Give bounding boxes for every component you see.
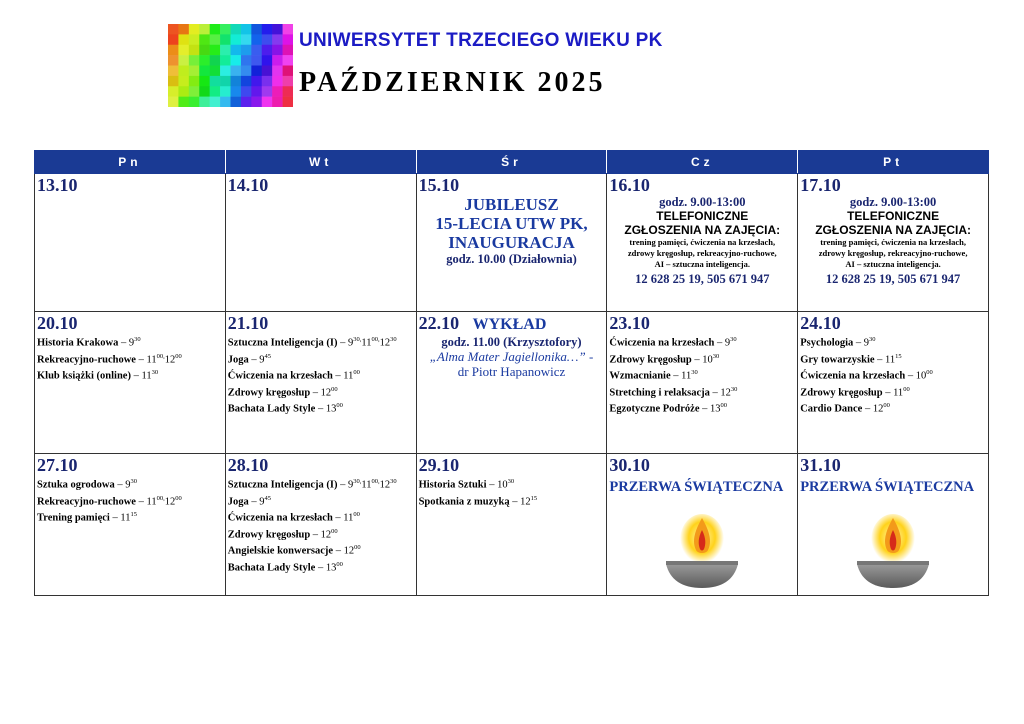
event-item: Zdrowy kręgosłup – $12^{00}$ (227, 527, 338, 540)
lecturer-name: dr Piotr Hapanowicz (457, 364, 566, 379)
day-date: 15.10 (418, 175, 460, 195)
day-date: 16.10 (609, 175, 650, 195)
logo-mosaic (168, 24, 293, 107)
event-item: Spotkania z muzyką – $12^{15}$ (418, 494, 538, 507)
day-cell (225, 174, 416, 312)
jubilee-line: JUBILEUSZ (464, 195, 559, 214)
phone-numbers: 12 628 25 19, 505 671 947 (825, 272, 961, 286)
day-cell (416, 312, 607, 454)
event-item: Angielskie konwersacje – $12^{00}$ (227, 544, 361, 557)
event-item: Cardio Dance – $12^{00}$ (800, 402, 890, 415)
day-cell (225, 312, 416, 454)
event-item: Ćwiczenia na krzesłach – $11^{00}$ (227, 369, 360, 382)
day-cell (798, 454, 989, 596)
day-date: 30.10 (609, 455, 650, 475)
registration-detail: zdrowy kręgosłup, rekreacyjno-ruchowe, (818, 248, 968, 258)
event-item: Historia Krakowa – $9^{30}$ (37, 336, 141, 349)
day-header-tue: Wt (225, 151, 416, 174)
day-date: 29.10 (418, 455, 460, 475)
day-cell (607, 312, 798, 454)
event-item: Sztuczna Inteligencja $(I) - 9^{30,}11^{00,}12^{30}$ (227, 478, 397, 491)
day-date: 24.10 (800, 313, 841, 333)
event-item: Bachata Lady Style – $13^{00}$ (227, 402, 343, 415)
day-cell (607, 174, 798, 312)
event-item: Bachata Lady Style – $13^{00}$ (227, 560, 343, 573)
day-date: 28.10 (227, 455, 269, 475)
day-date: 31.10 (800, 455, 841, 475)
event-item: Sztuczna Inteligencja $(I) - 9^{30,}11^{00,}12^{30}$ (227, 336, 397, 349)
event-item: Trening pamięci – $11^{15}$ (37, 511, 137, 524)
jubilee-line: INAUGURACJA (448, 233, 575, 252)
event-item: Stretching i relaksacja – $12^{30}$ (609, 385, 738, 398)
registration-line: ZGŁOSZENIA NA ZAJĘCIA: (624, 223, 781, 237)
candle-icon (855, 514, 931, 594)
event-item: Egzotyczne Podróże – $13^{00}$ (609, 402, 727, 415)
holiday-note: PRZERWA ŚWIĄTECZNA (609, 479, 784, 495)
day-cell (35, 454, 226, 596)
event-item: Zdrowy kręgosłup – $11^{00}$ (800, 385, 910, 398)
event-item: Ćwiczenia na krzesłach – $10^{00}$ (800, 369, 933, 382)
registration-detail: AI – sztuczna inteligencja. (654, 259, 750, 269)
event-item: Zdrowy kręgosłup – $10^{30}$ (609, 352, 720, 365)
day-date: 21.10 (227, 313, 269, 333)
event-item: Ćwiczenia na krzesłach – $9^{30}$ (609, 336, 737, 349)
event-hours: godz. 10.00 (Działownia) (446, 252, 577, 266)
day-date: 23.10 (609, 313, 650, 333)
event-item: Zdrowy kręgosłup – $12^{00}$ (227, 385, 338, 398)
calendar-table (34, 150, 989, 596)
event-item: Joga – $9^{45}$ (227, 494, 272, 507)
event-item: Rekreacyjno-ruchowe – $11^{00,}12^{00}$ (37, 352, 182, 365)
registration-line: ZGŁOSZENIA NA ZAJĘCIA: (815, 223, 971, 237)
event-item: Historia Sztuki – $10^{30}$ (418, 478, 515, 491)
registration-line: TELEFONICZNE (656, 209, 749, 223)
day-date: 14.10 (227, 175, 269, 195)
phone-numbers: 12 628 25 19, 505 671 947 (635, 272, 770, 286)
event-item: Rekreacyjno-ruchowe – $11^{00,}12^{00}$ (37, 494, 182, 507)
event-hours: godz. 9.00-13:00 (659, 195, 746, 209)
registration-line: TELEFONICZNE (847, 209, 940, 223)
page-title: PAŹDZIERNIK 2025 (299, 67, 606, 98)
jubilee-line: 15-LECIA UTW PK, (435, 214, 588, 233)
day-cell (416, 454, 607, 596)
event-item: Joga – $9^{45}$ (227, 352, 272, 365)
day-date: 27.10 (37, 455, 78, 475)
day-cell (35, 312, 226, 454)
day-header-thu: Cz (607, 151, 798, 174)
day-date: 13.10 (37, 175, 78, 195)
registration-detail: trening pamięci, ćwiczenia na krzesłach, (629, 237, 776, 247)
event-item: Sztuka ogrodowa – $9^{30}$ (37, 478, 137, 491)
day-cell (35, 174, 226, 312)
candle-icon (664, 514, 740, 594)
day-date: 17.10 (800, 175, 841, 195)
lecture-topic: „Alma Mater Jagiellonika…” - (429, 349, 594, 364)
registration-detail: AI – sztuczna inteligencja. (845, 259, 941, 269)
holiday-note: PRZERWA ŚWIĄTECZNA (800, 479, 975, 495)
day-header-wed: Śr (416, 151, 607, 174)
event-item: Wzmacnianie – $11^{30}$ (609, 369, 698, 382)
day-cell (416, 174, 607, 312)
event-item: Psychologia – $9^{30}$ (800, 336, 876, 349)
registration-detail: zdrowy kręgosłup, rekreacyjno-ruchowe, (627, 248, 777, 258)
event-item: Klub książki (online) – $11^{30}$ (37, 369, 159, 382)
day-cell (798, 312, 989, 454)
day-cell (607, 454, 798, 596)
day-cell (225, 454, 416, 596)
day-header-fri: Pt (798, 151, 989, 174)
day-cell (798, 174, 989, 312)
lecture-title: WYKŁAD (472, 316, 547, 333)
organization-name: UNIWERSYTET TRZECIEGO WIEKU PK (299, 30, 663, 51)
event-item: Ćwiczenia na krzesłach – $11^{00}$ (227, 511, 360, 524)
event-hours: godz. 11.00 (Krzysztofory) (441, 335, 582, 349)
day-header-mon: Pn (35, 151, 226, 174)
day-date: 22.10 WYKŁAD (418, 313, 547, 333)
registration-detail: trening pamięci, ćwiczenia na krzesłach, (820, 237, 966, 247)
event-item: Gry towarzyskie – $11^{15}$ (800, 352, 902, 365)
day-date: 20.10 (37, 313, 78, 333)
event-hours: godz. 9.00-13:00 (849, 195, 937, 209)
